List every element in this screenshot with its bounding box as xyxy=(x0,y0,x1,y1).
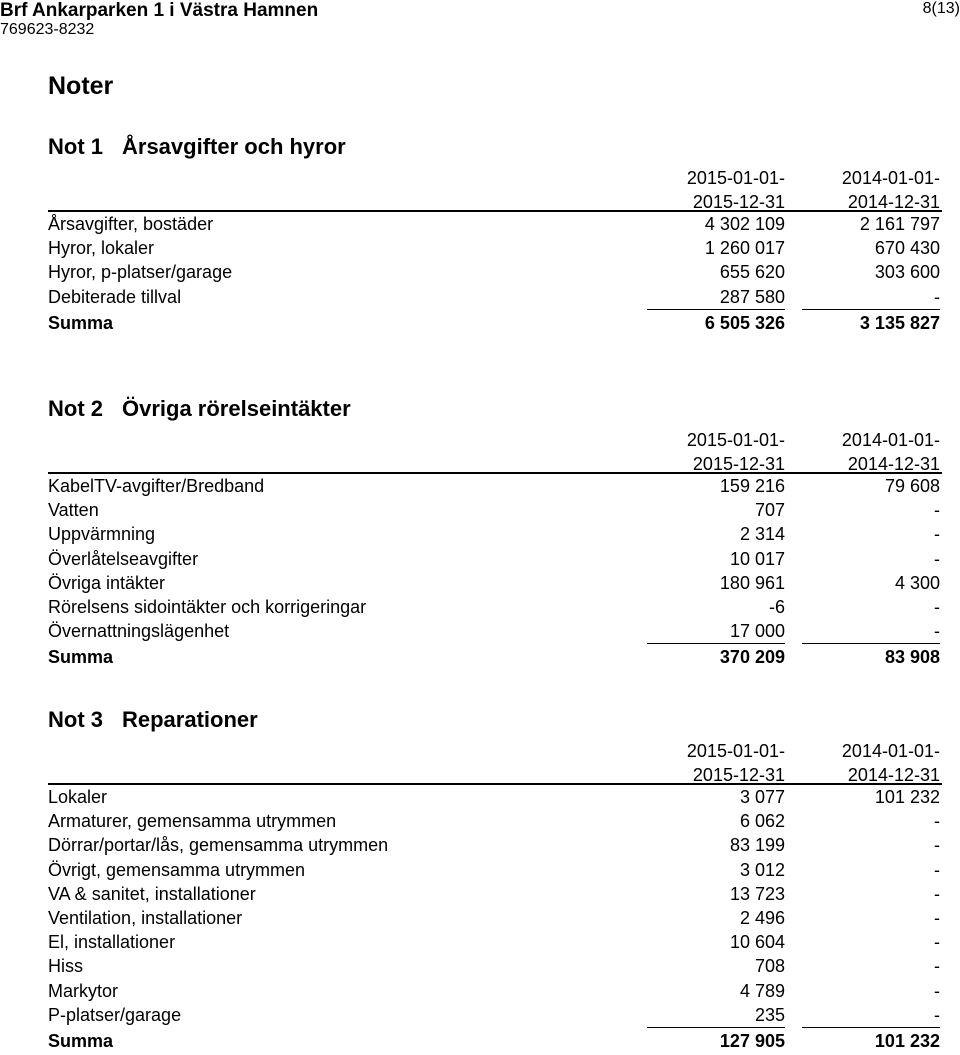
value-2015: 4 302 109 xyxy=(704,214,785,234)
sum-value-2015: 6 505 326 xyxy=(704,312,785,333)
value-2014: - xyxy=(934,980,940,1001)
value-2014: - xyxy=(934,907,940,928)
period-start: 2015-01-01- xyxy=(686,168,785,188)
page-number: 8(13) xyxy=(922,0,960,17)
table-row xyxy=(48,858,942,882)
value-2015: 1 260 017 xyxy=(704,238,785,259)
row-label: Armaturer, gemensamma utrymmen xyxy=(48,811,337,832)
row-label: Uppvärmning xyxy=(48,524,156,545)
table-row xyxy=(48,906,942,930)
value-2014: 4 300 xyxy=(894,572,940,593)
value-2014: - xyxy=(802,619,940,644)
table-row xyxy=(48,285,942,309)
value-2014: - xyxy=(934,500,940,521)
note-title xyxy=(48,396,942,428)
value-2014: - xyxy=(802,1003,940,1028)
value-2014: - xyxy=(934,956,940,977)
table-row xyxy=(48,833,942,857)
period-start: 2014-01-01- xyxy=(841,430,940,450)
value-2015: 159 216 xyxy=(719,476,785,496)
table-row xyxy=(48,260,942,284)
value-2014: - xyxy=(934,883,940,904)
sum-value-2014: 101 232 xyxy=(874,1030,940,1051)
row-label: Övriga intäkter xyxy=(48,572,166,593)
table-row xyxy=(48,930,942,954)
value-2014: - xyxy=(934,596,940,617)
value-2014: - xyxy=(802,285,940,310)
column-header-2015 xyxy=(625,166,785,214)
value-2015: 17 000 xyxy=(647,619,785,644)
row-label: Vatten xyxy=(48,500,99,521)
sum-value-2014: 3 135 827 xyxy=(859,312,940,333)
period-start: 2015-01-01- xyxy=(686,430,785,450)
period-end: 2015-12-31 xyxy=(692,454,785,474)
section-title: Noter xyxy=(48,72,114,100)
column-header-2015 xyxy=(625,428,785,476)
row-label: Ventilation, installationer xyxy=(48,907,243,928)
value-2015: 83 199 xyxy=(729,835,785,856)
value-2014: 101 232 xyxy=(874,787,940,807)
value-2014: 79 608 xyxy=(884,476,940,496)
note-title xyxy=(48,707,942,739)
sum-value-2015: 370 209 xyxy=(719,647,785,668)
table-row xyxy=(48,1003,942,1027)
table-row xyxy=(48,236,942,260)
value-2015: 235 xyxy=(647,1003,785,1028)
sum-value-2014: 83 908 xyxy=(884,647,940,668)
row-label: Dörrar/portar/lås, gemensamma utrymmen xyxy=(48,835,389,856)
value-2014: 303 600 xyxy=(874,262,940,283)
sum-value-2015: 127 905 xyxy=(719,1030,785,1051)
row-label: Övrigt, gemensamma utrymmen xyxy=(48,859,306,880)
sum-label: Summa xyxy=(48,312,114,333)
table-row xyxy=(48,882,942,906)
table-rows xyxy=(48,783,942,1027)
association-name: Brf Ankarparken 1 i Västra Hamnen xyxy=(0,0,319,21)
note-heading: Årsavgifter och hyror xyxy=(122,134,346,159)
period-end: 2015-12-31 xyxy=(692,192,785,212)
row-label: P-platser/garage xyxy=(48,1004,182,1025)
column-header-2014 xyxy=(780,739,940,787)
value-2015: 10 017 xyxy=(729,548,785,569)
table-row xyxy=(48,979,942,1003)
row-label: Lokaler xyxy=(48,787,108,807)
sum-label: Summa xyxy=(48,647,114,668)
table-row xyxy=(48,547,942,571)
row-label: KabelTV-avgifter/Bredband xyxy=(48,476,265,496)
note-title xyxy=(48,134,942,166)
value-2015: 708 xyxy=(754,956,785,977)
value-2014: 670 430 xyxy=(874,238,940,259)
column-headers xyxy=(48,428,942,472)
table-row xyxy=(48,522,942,546)
value-2015: 4 789 xyxy=(739,980,785,1001)
value-2015: 707 xyxy=(754,500,785,521)
value-2014: - xyxy=(934,811,940,832)
value-2015: 6 062 xyxy=(739,811,785,832)
value-2014: 2 161 797 xyxy=(859,214,940,234)
sum-row xyxy=(48,643,942,671)
row-label: El, installationer xyxy=(48,932,176,953)
value-2014: - xyxy=(934,835,940,856)
value-2015: 180 961 xyxy=(719,572,785,593)
period-end: 2014-12-31 xyxy=(847,765,940,785)
value-2015: 2 314 xyxy=(739,524,785,545)
note-number: Not 2 xyxy=(48,396,103,421)
note-heading: Reparationer xyxy=(122,707,258,732)
row-label: VA & sanitet, installationer xyxy=(48,883,256,904)
table-row xyxy=(48,571,942,595)
row-label: Rörelsens sidointäkter och korrigeringar xyxy=(48,596,367,617)
column-header-2015 xyxy=(625,739,785,787)
sum-label: Summa xyxy=(48,1030,114,1051)
value-2014: - xyxy=(934,932,940,953)
column-headers xyxy=(48,739,942,783)
value-2015: -6 xyxy=(768,596,785,617)
note-section xyxy=(48,707,942,1055)
value-2015: 287 580 xyxy=(647,285,785,310)
sum-row xyxy=(48,1027,942,1055)
table-row xyxy=(48,619,942,643)
note-number: Not 1 xyxy=(48,134,103,159)
row-label: Övernattningslägenhet xyxy=(48,621,230,642)
table-row xyxy=(48,474,942,498)
row-label: Hiss xyxy=(48,956,83,977)
table-row xyxy=(48,498,942,522)
period-start: 2014-01-01- xyxy=(841,168,940,188)
period-end: 2014-12-31 xyxy=(847,454,940,474)
note-number: Not 3 xyxy=(48,707,103,732)
table-row xyxy=(48,595,942,619)
sum-row xyxy=(48,309,942,337)
column-header-2014 xyxy=(780,166,940,214)
row-label: Markytor xyxy=(48,980,119,1001)
table-row xyxy=(48,785,942,809)
period-start: 2014-01-01- xyxy=(841,741,940,761)
table-row xyxy=(48,954,942,978)
row-label: Överlåtelseavgifter xyxy=(48,548,199,569)
row-label: Hyror, p-platser/garage xyxy=(48,262,233,283)
value-2015: 3 077 xyxy=(739,787,785,807)
row-label: Debiterade tillval xyxy=(48,286,182,307)
column-header-2014 xyxy=(780,428,940,476)
value-2014: - xyxy=(934,548,940,569)
table-rows xyxy=(48,472,942,643)
value-2014: - xyxy=(934,859,940,880)
column-headers xyxy=(48,166,942,210)
period-end: 2014-12-31 xyxy=(847,192,940,212)
period-start: 2015-01-01- xyxy=(686,741,785,761)
row-label: Hyror, lokaler xyxy=(48,238,155,259)
table-row xyxy=(48,809,942,833)
value-2015: 2 496 xyxy=(739,907,785,928)
value-2015: 10 604 xyxy=(729,932,785,953)
note-heading: Övriga rörelseintäkter xyxy=(122,396,351,421)
table-rows xyxy=(48,210,942,309)
period-end: 2015-12-31 xyxy=(692,765,785,785)
org-number: 769623-8232 xyxy=(0,21,95,38)
value-2015: 3 012 xyxy=(739,859,785,880)
value-2015: 655 620 xyxy=(719,262,785,283)
note-section xyxy=(48,396,942,671)
value-2014: - xyxy=(934,524,940,545)
note-section xyxy=(48,134,942,337)
table-row xyxy=(48,212,942,236)
row-label: Årsavgifter, bostäder xyxy=(48,214,214,234)
value-2015: 13 723 xyxy=(729,883,785,904)
